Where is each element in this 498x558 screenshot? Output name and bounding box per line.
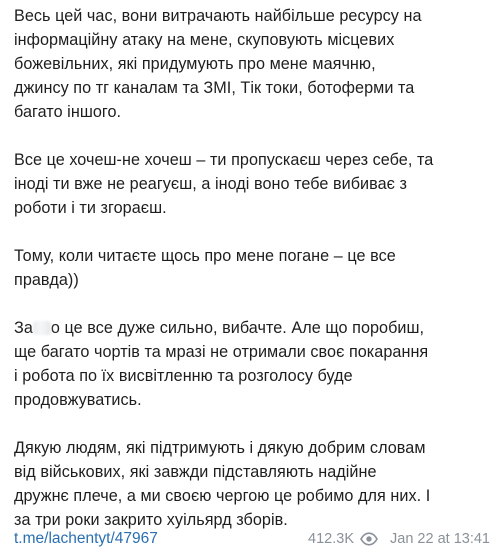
- message-paragraph: Дякую людям, які підтримують і дякую добрим словам від військових, які завжди підставляють надійне дружнє плече, а ми своєю чергою це робимо для них. І за три роки закрито хуільярд зборів.: [14, 439, 431, 529]
- message-paragraph: Тому, коли читаєте щось про мене погане – це все правда)): [14, 247, 396, 289]
- post-link[interactable]: t.me/lachentyt/47967: [14, 530, 158, 547]
- message-paragraph: Все це хочеш-не хочеш – ти пропускаєш через себе, та іноді ти вже не реагуєш, а іноді воно тебе вибиває з роботи і ти згораєш.: [14, 151, 434, 217]
- message-body: [14, 4, 492, 532]
- post-date: Jan 22 at 13:41: [390, 531, 490, 547]
- view-count: 412.3K: [308, 531, 355, 547]
- message-paragraph: Весь цей час, вони витрачають найбільше ресурсу на інформаційну атаку на мене, скуповують місцевих божевільних, які придумують про мене маячню, джинсу по тг каналам та ЗМІ, Тік токи, ботоферми та багато іншого.: [14, 7, 422, 121]
- text-before-redaction: За: [14, 319, 33, 337]
- message-footer: [14, 528, 490, 550]
- redacted-text-blur: [33, 321, 51, 335]
- text-after-redaction: о це все дуже сильно, вибачте. Але що поробиш, ще багато чортів та мразі не отримали своє покарання і робота по їх висвітленню та розголосу буде продовжуватись.: [14, 319, 429, 409]
- message-meta: [308, 531, 490, 547]
- eye-icon: [360, 532, 378, 546]
- message-paragraph-redacted: [14, 316, 492, 412]
